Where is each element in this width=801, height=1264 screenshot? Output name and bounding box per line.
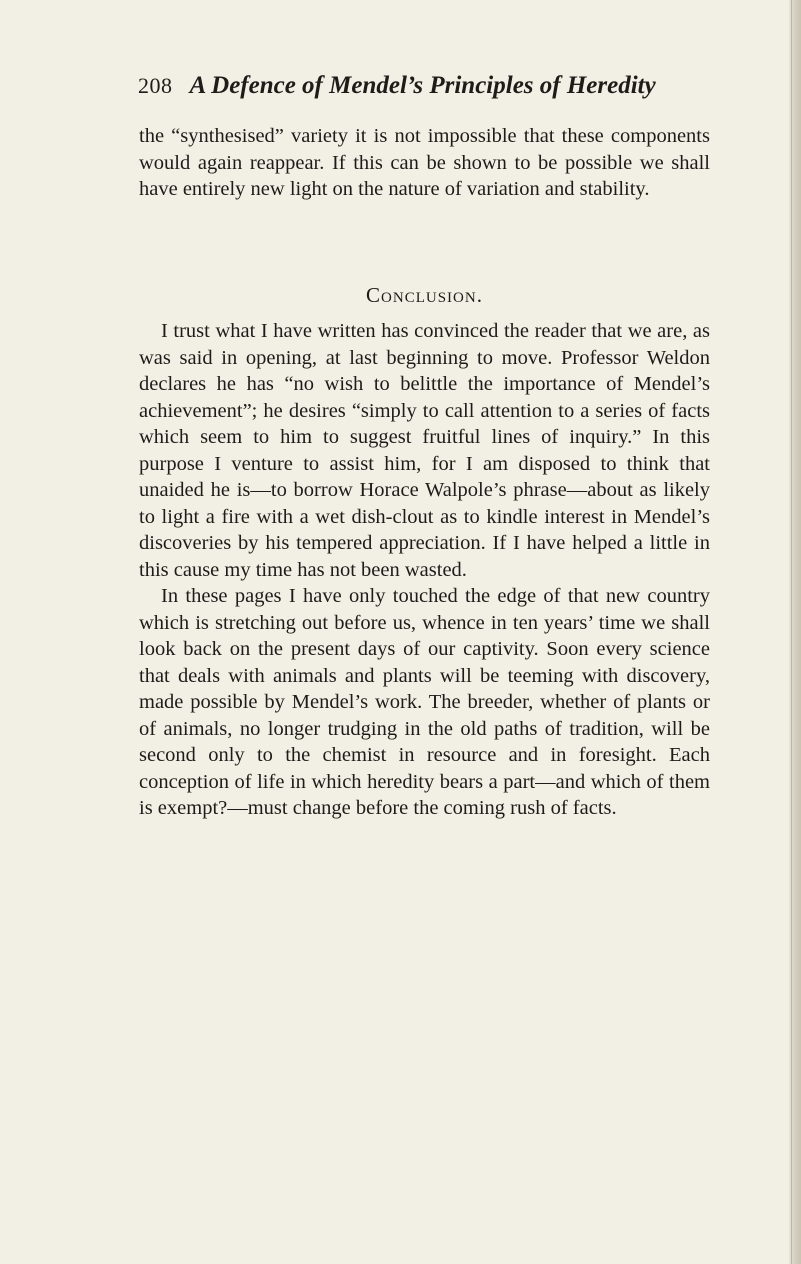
conclusion-block (139, 318, 710, 822)
running-title: A Defence of Mendel’s Principles of Heredity (189, 72, 656, 99)
continuation-block (139, 123, 710, 203)
body-paragraph: In these pages I have only touched the edge of that new country which is stretching out before us, whence in ten years’ time we shall look back on the present days of our captivity. Soon every science that deals with animals and plants will be teeming with discovery, made possible by Mendel’s work. The breeder, whether of plants or of animals, no longer trudging in the old paths of tradition, will be second only to the chemist in resource and in foresight. Each conception of life in which heredity bears a part—and which of them is exempt?—must change before the coming rush of facts. (139, 585, 710, 819)
page-number: 208 (138, 73, 173, 98)
continuation-paragraph: the “synthesised” variety it is not impossible that these components would again reappear. If this can be shown to be possible we shall have entirely new light on the nature of variation and stability. (139, 125, 710, 200)
running-header (138, 72, 738, 108)
section-heading: Conclusion. (366, 283, 483, 307)
page-edge-line (791, 0, 792, 1264)
body-paragraph: I trust what I have written has convinced the reader that we are, as was said in opening, at last beginning to move. Professor Weldon declares he has “no wish to belittle the importance of Mendel’s achievement”; he desires “simply to call attention to a series of facts which seem to him to suggest fruitful lines of inquiry.” In this purpose I venture to assist him, for I am disposed to think that unaided he is—to borrow Horace Walpole’s phrase—about as likely to light a fire with a wet dish-clout as to kindle interest in Mendel’s discoveries by his tempered appreciation. If I have helped a little in this cause my time has not been wasted. (139, 320, 710, 581)
